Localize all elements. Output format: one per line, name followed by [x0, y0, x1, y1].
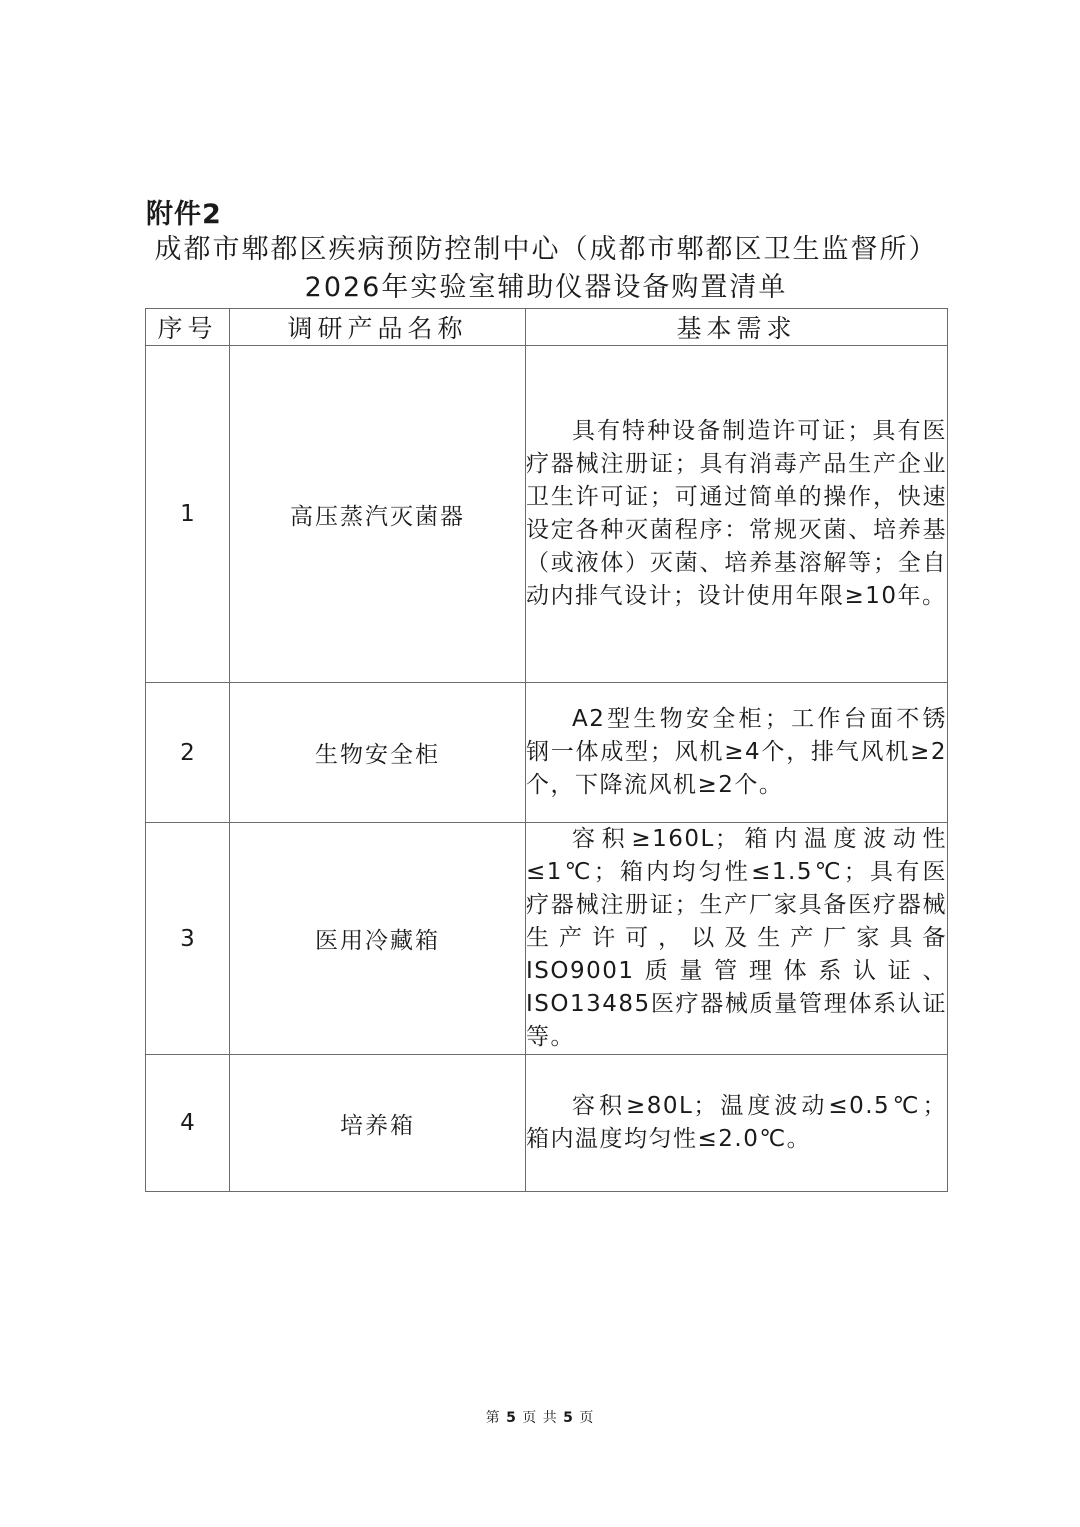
table-header-row	[146, 309, 948, 346]
table-row	[146, 1055, 948, 1192]
document-title-line-2: 2026年实验室辅助仪器设备购置清单	[304, 272, 788, 303]
row-requirements: 具有特种设备制造许可证；具有医疗器械注册证；具有消毒产品生产企业卫生许可证；可通过简单的操作，快速设定各种灭菌程序：常规灭菌、培养基（或液体）灭菌、培养基溶解等；全自动内排气设计；设计使用年限≥10年。	[526, 346, 948, 683]
row-serial-number: 1	[146, 346, 230, 683]
table-row	[146, 823, 948, 1055]
row-serial-number: 3	[146, 823, 230, 1055]
row-product-name: 生物安全柜	[230, 683, 526, 823]
footer-middle: 页 共	[522, 1410, 558, 1426]
footer-total-pages: 5	[563, 1410, 574, 1426]
footer-prefix: 第	[485, 1410, 501, 1426]
equipment-requirements-table	[145, 308, 948, 1192]
header-basic-requirements: 基本需求	[526, 309, 948, 346]
attachment-label: 附件2	[146, 199, 222, 230]
footer-suffix: 页	[579, 1410, 595, 1426]
row-serial-number: 2	[146, 683, 230, 823]
header-serial-number: 序号	[146, 309, 230, 346]
row-product-name: 医用冷藏箱	[230, 823, 526, 1055]
table-row	[146, 346, 948, 683]
row-requirements: A2型生物安全柜；工作台面不锈钢一体成型；风机≥4个，排气风机≥2个，下降流风机≥2个。	[526, 683, 948, 823]
row-requirements: 容积≥160L；箱内温度波动性≤1℃；箱内均匀性≤1.5℃；具有医疗器械注册证；生产厂家具备医疗器械生产许可，以及生产厂家具备ISO9001质量管理体系认证、ISO13485医疗器械质量管理体系认证等。	[526, 823, 948, 1055]
document-title-line-1: 成都市郫都区疾病预防控制中心（成都市郫都区卫生监督所）	[154, 234, 938, 265]
page-number-footer	[0, 1407, 1080, 1427]
row-requirements: 容积≥80L；温度波动≤0.5℃；箱内温度均匀性≤2.0℃。	[526, 1055, 948, 1192]
row-serial-number: 4	[146, 1055, 230, 1192]
header-product-name: 调研产品名称	[230, 309, 526, 346]
table-row	[146, 683, 948, 823]
row-product-name: 高压蒸汽灭菌器	[230, 346, 526, 683]
footer-current-page: 5	[506, 1410, 517, 1426]
row-product-name: 培养箱	[230, 1055, 526, 1192]
